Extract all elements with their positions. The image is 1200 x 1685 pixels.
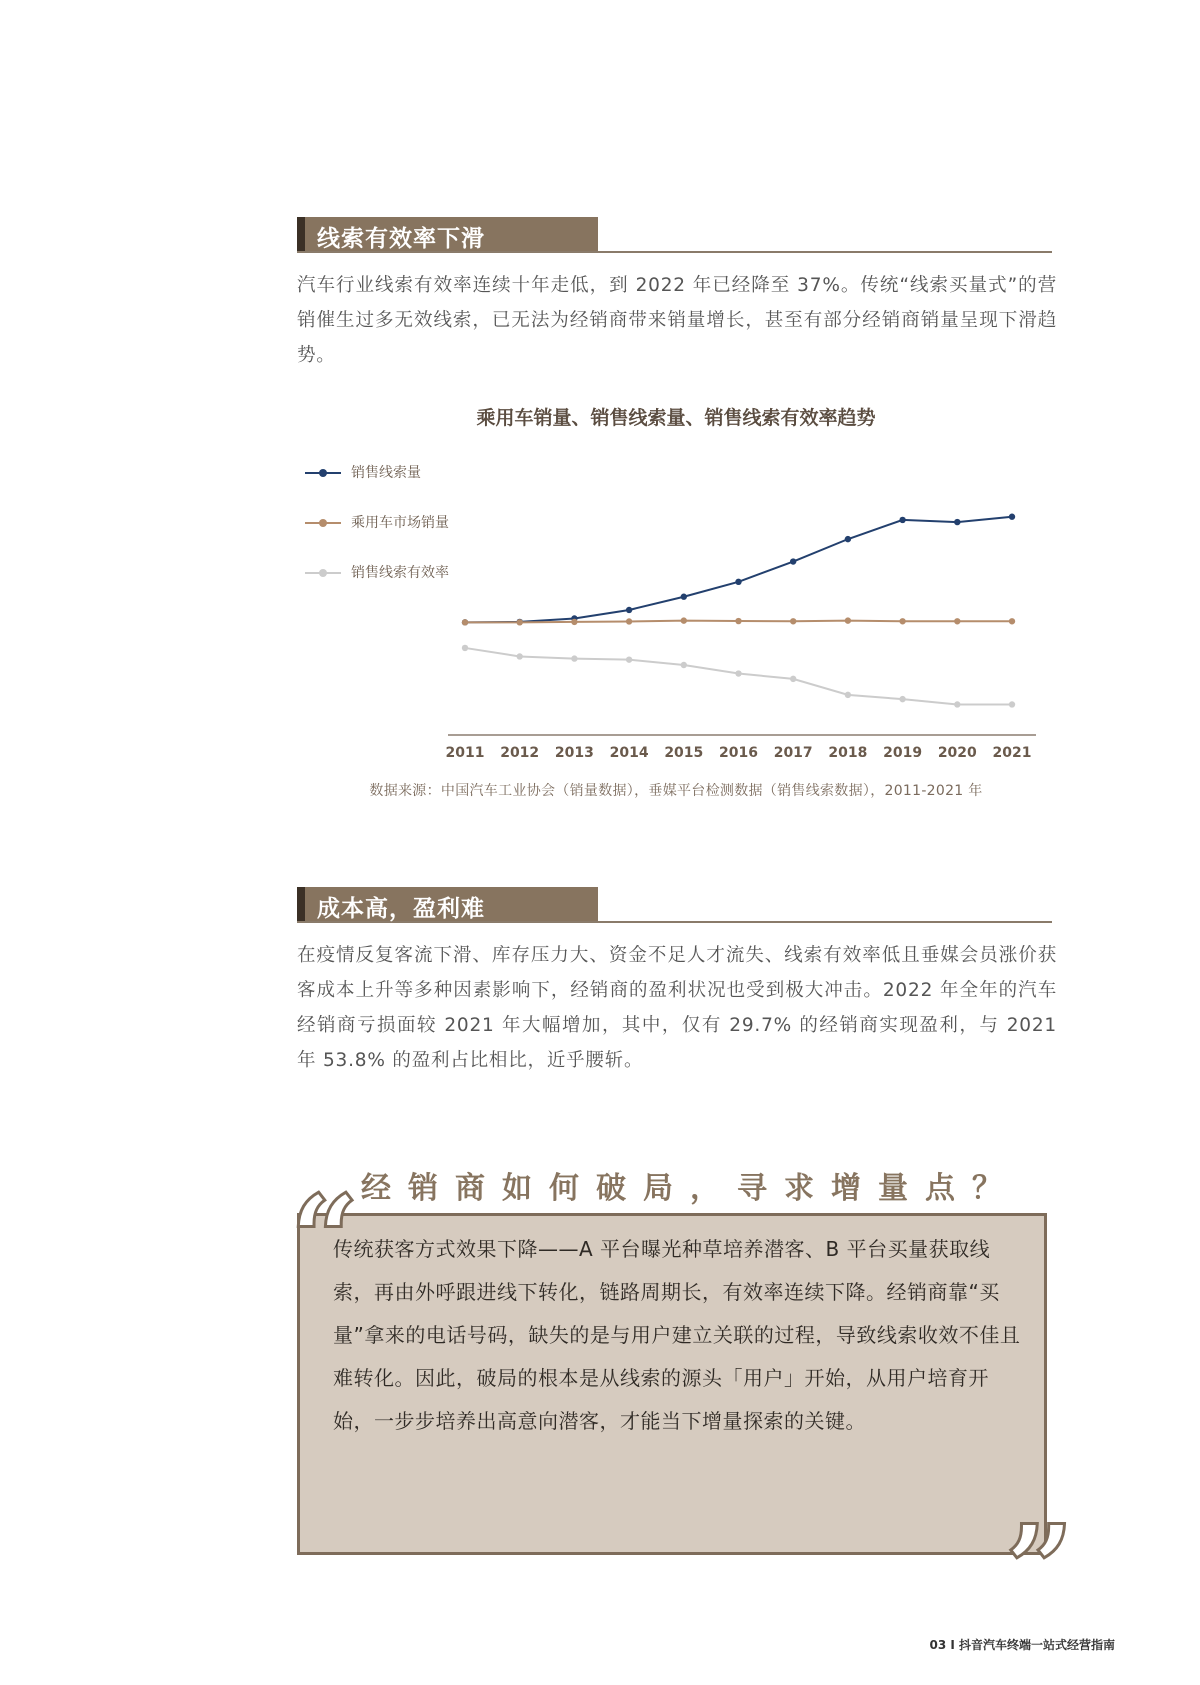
data-point [1009,618,1015,624]
legend-label: 销售线索有效率 [351,565,449,581]
x-tick-label: 2021 [992,745,1032,761]
data-point [954,701,960,707]
callout-title: 经销商如何破局，寻求增量点？ [361,1171,1019,1206]
data-point [954,519,960,525]
data-point [571,619,577,625]
data-point [845,536,851,542]
data-point [1009,514,1015,520]
open-quote-icon: “ [290,1169,360,1310]
data-point [790,618,796,624]
data-point [899,696,905,702]
legend-label: 销售线索量 [351,465,421,481]
data-point [517,653,523,659]
data-point [735,579,741,585]
section-paragraph: 在疫情反复客流下滑、库存压力大、资金不足人才流失、线索有效率低且垂媒会员涨价获客成本上升等多种因素影响下，经销商的盈利状况也受到极大冲击。2022 年全年的汽车经销商亏损面较 2021 年大幅增加，其中，仅有 29.7% 的经销商实现盈利，与 2021 年 53.8% 的盈利占比相比，近乎腰斩。 [297,945,1057,1071]
data-point [735,670,741,676]
x-tick-label: 2017 [773,745,813,761]
x-tick-label: 2012 [500,745,540,761]
callout-box [297,1213,1047,1555]
data-point [845,692,851,698]
data-point [954,618,960,624]
data-point [735,618,741,624]
data-point [681,662,687,668]
callout-text: 传统获客方式效果下降——A 平台曝光种草培养潜客、B 平台买量获取线索，再由外呼跟进线下转化，链路周期长，有效率连续下降。经销商靠“买量”拿来的电话号码，缺失的是与用户建立关联的过程，导致线索收效不佳且难转化。因此，破局的根本是从线索的源头「用户」开始，从用户培育开始，一步步培养出高意向潜客，才能当下增量探索的关键。 [333,1237,1021,1433]
data-point [626,618,632,624]
data-point [681,594,687,600]
x-tick-label: 2015 [664,745,704,761]
section-title: 成本高，盈利难 [317,896,485,922]
data-point [626,607,632,613]
chart-title: 乘用车销量、销售线索量、销售线索有效率趋势 [476,407,876,429]
data-point [517,619,523,625]
x-tick-label: 2014 [609,745,649,761]
data-point [790,558,796,564]
page-footer: 03 I 抖音汽车终端一站式经营指南 [929,1638,1115,1652]
x-tick-label: 2018 [828,745,868,761]
x-tick-label: 2011 [445,745,485,761]
data-point [571,655,577,661]
data-point [462,619,468,625]
data-point [462,645,468,651]
x-tick-label: 2013 [554,745,594,761]
x-tick-label: 2020 [937,745,977,761]
section-paragraph: 汽车行业线索有效率连续十年走低，到 2022 年已经降至 37%。传统“线索买量式”的营销催生过多无效线索，已无法为经销商带来销量增长，甚至有部分经销商销量呈现下滑趋势。 [297,275,1057,366]
data-point [899,618,905,624]
trend-line-chart [0,0,1200,800]
x-tick-label: 2019 [883,745,923,761]
close-quote-icon: ” [1005,1499,1075,1640]
section-title: 线索有效率下滑 [317,226,485,252]
legend-label: 乘用车市场销量 [351,515,449,531]
chart-source-note: 数据来源：中国汽车工业协会（销量数据），垂媒平台检测数据（销售线索数据），2011-2021 年 [369,783,983,799]
series-line [465,517,1012,623]
data-point [1009,701,1015,707]
x-tick-label: 2016 [719,745,758,761]
data-point [899,517,905,523]
data-point [626,656,632,662]
data-point [790,676,796,682]
section-header-high-cost [297,887,1052,923]
data-point [845,617,851,623]
data-point [681,617,687,623]
